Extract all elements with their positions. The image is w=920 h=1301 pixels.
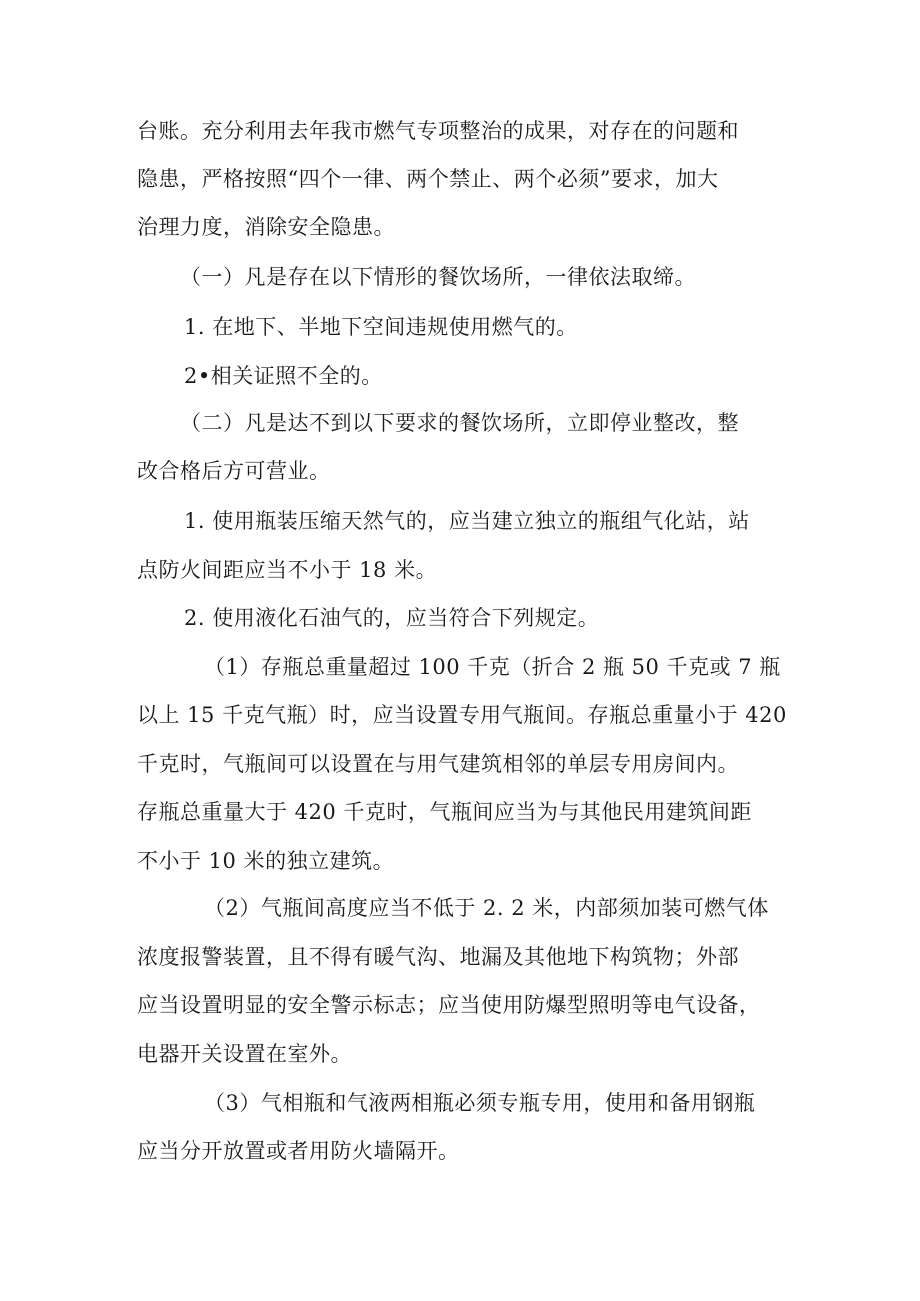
sub-item-line: 不小于 10 米的独立建筑。 — [137, 849, 395, 873]
list-item: 1. 在地下、半地下空间违规使用燃气的。 — [184, 315, 578, 339]
paragraph-line: 台账。充分利用去年我市燃气专项整治的成果，对存在的问题和 — [137, 119, 739, 143]
list-item-line: 1. 使用瓶装压缩天然气的，应当建立独立的瓶组气化站，站 — [184, 509, 750, 533]
sub-item-line: 应当分开放置或者用防火墙隔开。 — [137, 1139, 460, 1163]
sub-item-line: 电器开关设置在室外。 — [137, 1042, 352, 1066]
sub-item-line: 存瓶总重量大于 420 千克时，气瓶间应当为与其他民用建筑间距 — [137, 800, 752, 824]
section-heading-line: 改合格后方可营业。 — [137, 459, 331, 483]
paragraph-line: 隐患，严格按照“四个一律、两个禁止、两个必须”要求，加大 — [137, 167, 719, 191]
sub-item-line: 浓度报警装置，且不得有暖气沟、地漏及其他地下构筑物；外部 — [137, 945, 739, 969]
paragraph-line: 治理力度，消除安全隐患。 — [137, 215, 395, 239]
sub-item-line: 以上 15 千克气瓶）时，应当设置专用气瓶间。存瓶总重量小于 420 — [137, 703, 787, 727]
sub-item-line: （3）气相瓶和气液两相瓶必须专瓶专用，使用和备用钢瓶 — [204, 1091, 756, 1115]
section-heading: （一）凡是存在以下情形的餐饮场所，一律依法取缔。 — [180, 265, 696, 289]
sub-item-line: 应当设置明显的安全警示标志；应当使用防爆型照明等电气设备， — [137, 993, 761, 1017]
list-item-line: 点防火间距应当不小于 18 米。 — [137, 558, 438, 582]
sub-item-line: （1）存瓶总重量超过 100 千克（折合 2 瓶 50 千克或 7 瓶 — [204, 655, 781, 679]
section-heading-line: （二）凡是达不到以下要求的餐饮场所，立即停业整改，整 — [180, 411, 739, 435]
list-item: 2•相关证照不全的。 — [184, 364, 383, 388]
sub-item-line: 千克时，气瓶间可以设置在与用气建筑相邻的单层专用房间内。 — [137, 752, 739, 776]
list-item: 2. 使用液化石油气的，应当符合下列规定。 — [184, 606, 600, 630]
sub-item-line: （2）气瓶间高度应当不低于 2. 2 米，内部须加装可燃气体 — [204, 896, 769, 920]
